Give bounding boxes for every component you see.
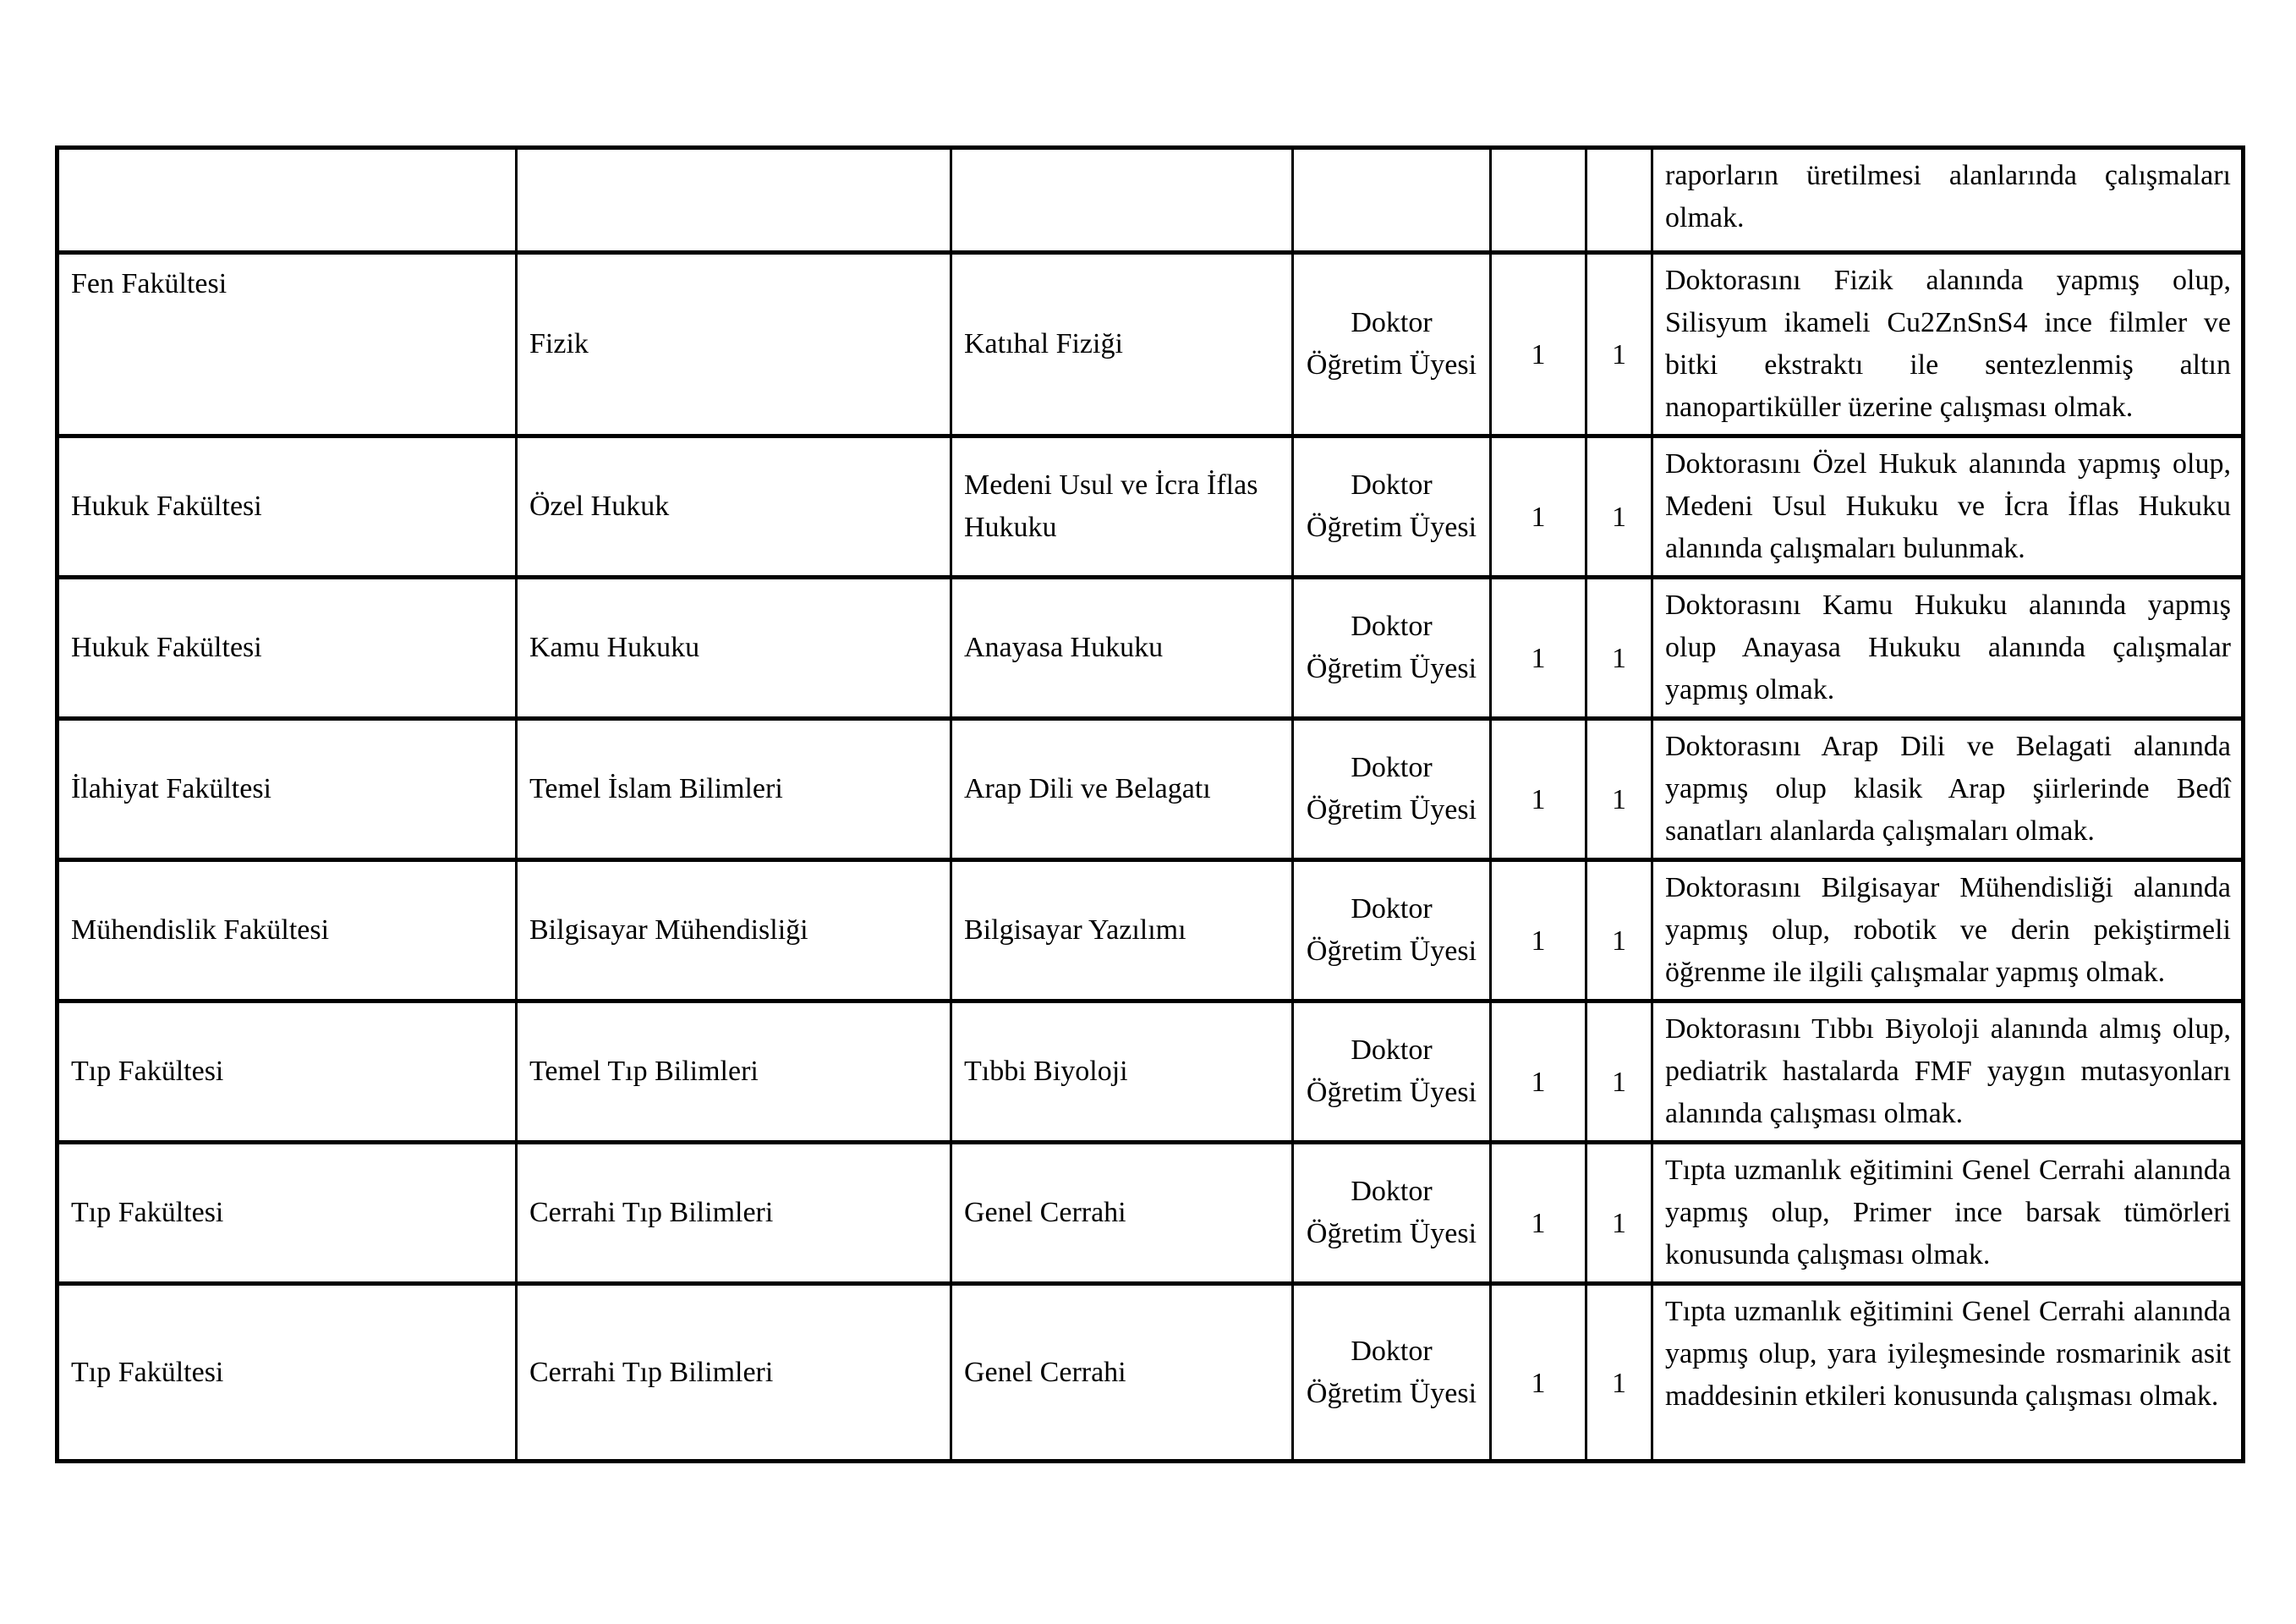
cell-description: Doktorasını Kamu Hukuku alanında yapmış olup Anayasa Hukuku alanında çalışmalar yapmış olmak. bbox=[1652, 578, 2244, 719]
cell-count-2: 1 bbox=[1586, 719, 1652, 860]
cell-title: Doktor Öğretim Üyesi bbox=[1293, 719, 1491, 860]
cell-faculty: Tıp Fakültesi bbox=[58, 1143, 517, 1284]
cell-count-2: 1 bbox=[1586, 1001, 1652, 1143]
cell-department: Cerrahi Tıp Bilimleri bbox=[517, 1284, 951, 1462]
cell-count-2 bbox=[1586, 148, 1652, 253]
cell-department: Kamu Hukuku bbox=[517, 578, 951, 719]
cell-field: Genel Cerrahi bbox=[951, 1143, 1293, 1284]
cell-count-1 bbox=[1491, 148, 1586, 253]
cell-department: Bilgisayar Mühendisliği bbox=[517, 860, 951, 1001]
cell-department: Cerrahi Tıp Bilimleri bbox=[517, 1143, 951, 1284]
cell-title: Doktor Öğretim Üyesi bbox=[1293, 1143, 1491, 1284]
cell-count-2: 1 bbox=[1586, 578, 1652, 719]
cell-faculty: Tıp Fakültesi bbox=[58, 1284, 517, 1462]
cell-field: Tıbbi Biyoloji bbox=[951, 1001, 1293, 1143]
cell-department: Özel Hukuk bbox=[517, 436, 951, 578]
cell-field: Medeni Usul ve İcra İflas Hukuku bbox=[951, 436, 1293, 578]
position-announcement-table bbox=[55, 145, 2245, 1463]
cell-field: Genel Cerrahi bbox=[951, 1284, 1293, 1462]
cell-description: Doktorasını Tıbbı Biyoloji alanında almış olup, pediatrik hastalarda FMF yaygın mutasyonları alanında çalışması olmak. bbox=[1652, 1001, 2244, 1143]
cell-description: Tıpta uzmanlık eğitimini Genel Cerrahi alanında yapmış olup, Primer ince barsak tümörleri konusunda çalışması olmak. bbox=[1652, 1143, 2244, 1284]
cell-title: Doktor Öğretim Üyesi bbox=[1293, 1001, 1491, 1143]
table-row bbox=[58, 860, 2244, 1001]
cell-count-2: 1 bbox=[1586, 860, 1652, 1001]
cell-faculty: Mühendislik Fakültesi bbox=[58, 860, 517, 1001]
cell-field: Anayasa Hukuku bbox=[951, 578, 1293, 719]
cell-count-2: 1 bbox=[1586, 436, 1652, 578]
cell-count-1: 1 bbox=[1491, 1143, 1586, 1284]
table-row bbox=[58, 578, 2244, 719]
cell-count-2: 1 bbox=[1586, 253, 1652, 436]
table-row bbox=[58, 436, 2244, 578]
table-row bbox=[58, 253, 2244, 436]
cell-count-1: 1 bbox=[1491, 578, 1586, 719]
cell-field bbox=[951, 148, 1293, 253]
cell-department bbox=[517, 148, 951, 253]
cell-title: Doktor Öğretim Üyesi bbox=[1293, 1284, 1491, 1462]
cell-title: Doktor Öğretim Üyesi bbox=[1293, 253, 1491, 436]
cell-count-2: 1 bbox=[1586, 1284, 1652, 1462]
table-row bbox=[58, 1284, 2244, 1462]
cell-count-1: 1 bbox=[1491, 1001, 1586, 1143]
cell-faculty: İlahiyat Fakültesi bbox=[58, 719, 517, 860]
table-row bbox=[58, 1001, 2244, 1143]
table-row bbox=[58, 1143, 2244, 1284]
cell-description: Doktorasını Özel Hukuk alanında yapmış olup, Medeni Usul Hukuku ve İcra İflas Hukuku alanında çalışmaları bulunmak. bbox=[1652, 436, 2244, 578]
cell-count-1: 1 bbox=[1491, 253, 1586, 436]
cell-description: Tıpta uzmanlık eğitimini Genel Cerrahi alanında yapmış olup, yara iyileşmesinde rosmarinik asit maddesinin etkileri konusunda çalışması olmak. bbox=[1652, 1284, 2244, 1462]
cell-department: Temel Tıp Bilimleri bbox=[517, 1001, 951, 1143]
cell-title bbox=[1293, 148, 1491, 253]
cell-title: Doktor Öğretim Üyesi bbox=[1293, 578, 1491, 719]
cell-count-2: 1 bbox=[1586, 1143, 1652, 1284]
cell-department: Temel İslam Bilimleri bbox=[517, 719, 951, 860]
cell-count-1: 1 bbox=[1491, 860, 1586, 1001]
cell-count-1: 1 bbox=[1491, 719, 1586, 860]
cell-count-1: 1 bbox=[1491, 436, 1586, 578]
cell-description: Doktorasını Fizik alanında yapmış olup, Silisyum ikameli Cu2ZnSnS4 ince filmler ve bitki ekstraktı ile sentezlenmiş altın nanopartiküller üzerine çalışması olmak. bbox=[1652, 253, 2244, 436]
cell-description: Doktorasını Arap Dili ve Belagati alanında yapmış olup klasik Arap şiirlerinde Bedî sanatları alanlarda çalışmaları olmak. bbox=[1652, 719, 2244, 860]
cell-count-1: 1 bbox=[1491, 1284, 1586, 1462]
cell-department: Fizik bbox=[517, 253, 951, 436]
cell-faculty: Tıp Fakültesi bbox=[58, 1001, 517, 1143]
cell-description: raporların üretilmesi alanlarında çalışmaları olmak. bbox=[1652, 148, 2244, 253]
cell-faculty: Fen Fakültesi bbox=[58, 253, 517, 436]
cell-field: Bilgisayar Yazılımı bbox=[951, 860, 1293, 1001]
cell-description: Doktorasını Bilgisayar Mühendisliği alanında yapmış olup, robotik ve derin pekiştirmeli öğrenme ile ilgili çalışmalar yapmış olmak. bbox=[1652, 860, 2244, 1001]
cell-field: Arap Dili ve Belagatı bbox=[951, 719, 1293, 860]
table-row bbox=[58, 719, 2244, 860]
cell-title: Doktor Öğretim Üyesi bbox=[1293, 436, 1491, 578]
cell-title: Doktor Öğretim Üyesi bbox=[1293, 860, 1491, 1001]
table-row bbox=[58, 148, 2244, 253]
cell-faculty: Hukuk Fakültesi bbox=[58, 436, 517, 578]
cell-faculty: Hukuk Fakültesi bbox=[58, 578, 517, 719]
cell-field: Katıhal Fiziği bbox=[951, 253, 1293, 436]
cell-faculty bbox=[58, 148, 517, 253]
